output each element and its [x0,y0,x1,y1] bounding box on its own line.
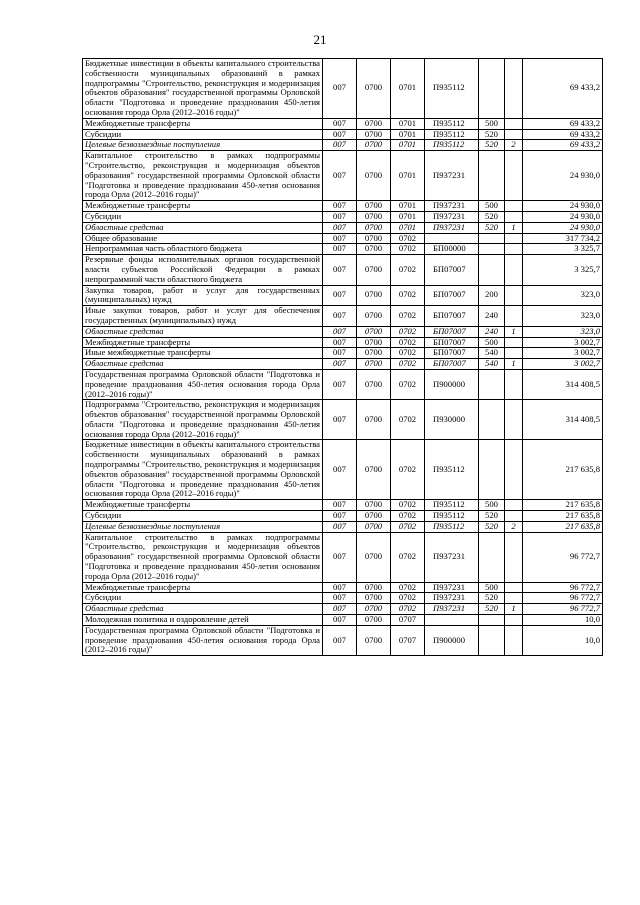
row-subsection-code: 0707 [391,615,425,626]
row-name: Непрограммная часть областного бюджета [83,244,323,255]
table-row [83,369,603,399]
row-admin-code: 007 [323,511,357,522]
table-row [83,59,603,119]
row-name: Иные межбюджетные трансферты [83,348,323,359]
row-section-code: 0700 [357,151,391,201]
row-sum: 10,0 [523,615,603,626]
row-expense-type [479,233,505,244]
row-funding-source [505,400,523,440]
page-number: 21 [313,32,327,47]
row-section-code: 0700 [357,500,391,511]
row-funding-source: 1 [505,359,523,370]
row-expense-type [479,151,505,201]
row-name: Государственная программа Орловской области "Подготовка и проведение празднования 450-летия основания города Орла (2012–2016 годы)" [83,625,323,655]
row-section-code: 0700 [357,532,391,582]
row-subsection-code: 0702 [391,593,425,604]
row-section-code: 0700 [357,625,391,655]
row-subsection-code: 0702 [391,521,425,532]
row-section-code: 0700 [357,400,391,440]
row-expense-type [479,532,505,582]
row-admin-code: 007 [323,440,357,500]
table-row [83,285,603,306]
row-admin-code: 007 [323,211,357,222]
row-name: Областные средства [83,604,323,615]
row-target-code: П935112 [425,440,479,500]
row-sum: 317 734,2 [523,233,603,244]
row-target-code: П935112 [425,500,479,511]
row-expense-type: 200 [479,285,505,306]
row-name: Межбюджетные трансферты [83,201,323,212]
row-expense-type [479,59,505,119]
row-target-code: П930000 [425,400,479,440]
row-sum: 96 772,7 [523,532,603,582]
row-expense-type: 520 [479,222,505,233]
row-section-code: 0700 [357,201,391,212]
row-name: Областные средства [83,326,323,337]
row-funding-source [505,511,523,522]
row-section-code: 0700 [357,593,391,604]
row-subsection-code: 0702 [391,511,425,522]
row-section-code: 0700 [357,118,391,129]
row-sum: 10,0 [523,625,603,655]
row-name: Резервные фонды исполнительных органов государственной власти субъектов Российской Федерации в рамках непрограммной части областного бюджета [83,255,323,285]
row-funding-source: 1 [505,604,523,615]
table-row [83,222,603,233]
row-sum: 3 002,7 [523,348,603,359]
row-sum: 24 930,0 [523,201,603,212]
table-row [83,201,603,212]
row-section-code: 0700 [357,326,391,337]
row-expense-type: 540 [479,348,505,359]
row-subsection-code: 0702 [391,440,425,500]
row-admin-code: 007 [323,625,357,655]
row-funding-source [505,255,523,285]
row-target-code: П900000 [425,625,479,655]
row-subsection-code: 0702 [391,337,425,348]
row-sum: 24 930,0 [523,211,603,222]
row-subsection-code: 0701 [391,151,425,201]
row-admin-code: 007 [323,521,357,532]
row-target-code: П937231 [425,201,479,212]
row-funding-source: 1 [505,222,523,233]
row-section-code: 0700 [357,285,391,306]
row-funding-source [505,348,523,359]
table-row [83,129,603,140]
table-row [83,500,603,511]
row-expense-type: 520 [479,140,505,151]
table-row [83,532,603,582]
row-target-code: БП07007 [425,348,479,359]
row-section-code: 0700 [357,59,391,119]
row-target-code: БП07007 [425,326,479,337]
row-name: Областные средства [83,222,323,233]
row-admin-code: 007 [323,233,357,244]
row-subsection-code: 0702 [391,369,425,399]
row-expense-type: 500 [479,337,505,348]
budget-table-body [83,59,603,656]
row-admin-code: 007 [323,129,357,140]
row-name: Капитальное строительство в рамках подпрограммы "Строительство, реконструкция и модернизация объектов образования" государственной программы Орловской области "Подготовка и проведение празднования 450-летия основания города Орла (2012–2016 годы)" [83,151,323,201]
row-expense-type: 520 [479,604,505,615]
row-funding-source [505,306,523,327]
row-admin-code: 007 [323,285,357,306]
row-admin-code: 007 [323,337,357,348]
row-name: Государственная программа Орловской области "Подготовка и проведение празднования 450-летия основания города Орла (2012–2016 годы)" [83,369,323,399]
row-subsection-code: 0701 [391,201,425,212]
row-name: Межбюджетные трансферты [83,500,323,511]
row-section-code: 0700 [357,369,391,399]
row-sum: 3 002,7 [523,359,603,370]
row-section-code: 0700 [357,604,391,615]
row-funding-source [505,129,523,140]
row-funding-source [505,582,523,593]
row-target-code: БП07007 [425,306,479,327]
row-funding-source [505,233,523,244]
row-admin-code: 007 [323,151,357,201]
row-section-code: 0700 [357,521,391,532]
row-name: Закупка товаров, работ и услуг для государственных (муниципальных) нужд [83,285,323,306]
row-sum: 323,0 [523,285,603,306]
row-name: Общее образование [83,233,323,244]
row-target-code: П937231 [425,604,479,615]
row-subsection-code: 0701 [391,118,425,129]
row-sum: 24 930,0 [523,151,603,201]
table-row [83,400,603,440]
table-row [83,615,603,626]
row-sum: 3 325,7 [523,255,603,285]
row-name: Целевые безвозмездные поступления [83,521,323,532]
row-sum: 323,0 [523,306,603,327]
row-sum: 314 408,5 [523,400,603,440]
row-subsection-code: 0707 [391,625,425,655]
row-expense-type: 520 [479,129,505,140]
row-name: Целевые безвозмездные поступления [83,140,323,151]
row-section-code: 0700 [357,615,391,626]
row-sum: 217 635,8 [523,500,603,511]
row-subsection-code: 0701 [391,222,425,233]
row-sum: 69 433,2 [523,129,603,140]
row-admin-code: 007 [323,118,357,129]
row-expense-type: 500 [479,500,505,511]
row-expense-type: 540 [479,359,505,370]
table-row [83,151,603,201]
row-expense-type: 500 [479,582,505,593]
row-name: Межбюджетные трансферты [83,582,323,593]
row-target-code: П937231 [425,593,479,604]
row-expense-type [479,625,505,655]
row-subsection-code: 0702 [391,582,425,593]
row-expense-type: 520 [479,521,505,532]
row-sum: 69 433,2 [523,59,603,119]
row-funding-source [505,500,523,511]
row-sum: 323,0 [523,326,603,337]
row-name: Межбюджетные трансферты [83,337,323,348]
row-admin-code: 007 [323,326,357,337]
row-funding-source [505,593,523,604]
table-row [83,233,603,244]
row-target-code [425,615,479,626]
row-subsection-code: 0701 [391,59,425,119]
row-target-code: П935112 [425,129,479,140]
table-row [83,255,603,285]
row-admin-code: 007 [323,369,357,399]
row-funding-source [505,285,523,306]
row-admin-code: 007 [323,359,357,370]
row-sum: 24 930,0 [523,222,603,233]
row-expense-type [479,440,505,500]
row-name: Субсидии [83,511,323,522]
row-section-code: 0700 [357,140,391,151]
row-funding-source [505,369,523,399]
table-row [83,625,603,655]
row-funding-source [505,615,523,626]
table-row [83,582,603,593]
row-funding-source [505,532,523,582]
row-sum: 96 772,7 [523,593,603,604]
row-admin-code: 007 [323,532,357,582]
row-target-code: П937231 [425,532,479,582]
row-sum: 314 408,5 [523,369,603,399]
row-expense-type: 500 [479,201,505,212]
row-subsection-code: 0701 [391,211,425,222]
table-row [83,359,603,370]
row-target-code: П937231 [425,582,479,593]
row-section-code: 0700 [357,129,391,140]
row-sum: 69 433,2 [523,140,603,151]
row-target-code: БП07007 [425,285,479,306]
row-name: Бюджетные инвестиции в объекты капитального строительства собственности муниципальных образований в рамках подпрограммы "Строительство, реконструкция и модернизация объектов образования" государственной программы Орловской области "Подготовка и проведение празднования 450-летия основания города Орла (2012–2016 годы)" [83,440,323,500]
row-expense-type [479,400,505,440]
row-name: Областные средства [83,359,323,370]
row-sum: 217 635,8 [523,440,603,500]
row-funding-source [505,337,523,348]
row-section-code: 0700 [357,337,391,348]
row-sum: 3 002,7 [523,337,603,348]
row-section-code: 0700 [357,440,391,500]
row-funding-source [505,201,523,212]
row-name: Субсидии [83,211,323,222]
row-section-code: 0700 [357,222,391,233]
row-target-code: П935112 [425,140,479,151]
row-subsection-code: 0702 [391,255,425,285]
row-name: Капитальное строительство в рамках подпрограммы "Строительство, реконструкция и модернизация объектов образования" государственной программы Орловской области "Подготовка и проведение празднования 450-летия основания города Орла (2012–2016 годы)" [83,532,323,582]
row-section-code: 0700 [357,211,391,222]
row-funding-source: 1 [505,326,523,337]
row-expense-type: 520 [479,211,505,222]
row-expense-type: 240 [479,326,505,337]
row-subsection-code: 0702 [391,359,425,370]
row-name: Подпрограмма "Строительство, реконструкция и модернизация объектов образования" государственной программы Орловской области "Подготовка и проведение празднования 450-летия основания города Орла (2012–2016 годы)" [83,400,323,440]
table-row [83,511,603,522]
table-row [83,604,603,615]
row-admin-code: 007 [323,400,357,440]
row-section-code: 0700 [357,306,391,327]
row-admin-code: 007 [323,306,357,327]
row-section-code: 0700 [357,511,391,522]
row-name: Субсидии [83,593,323,604]
table-row [83,211,603,222]
row-target-code: БП07007 [425,255,479,285]
row-admin-code: 007 [323,604,357,615]
row-name: Иные закупки товаров, работ и услуг для обеспечения государственных (муниципальных) нужд [83,306,323,327]
row-admin-code: 007 [323,500,357,511]
row-sum: 217 635,8 [523,521,603,532]
row-expense-type: 520 [479,511,505,522]
row-funding-source [505,151,523,201]
row-target-code [425,233,479,244]
row-subsection-code: 0702 [391,306,425,327]
row-subsection-code: 0702 [391,326,425,337]
row-admin-code: 007 [323,348,357,359]
table-row [83,244,603,255]
row-section-code: 0700 [357,255,391,285]
row-sum: 96 772,7 [523,604,603,615]
row-admin-code: 007 [323,59,357,119]
row-name: Молодежная политика и оздоровление детей [83,615,323,626]
row-name: Бюджетные инвестиции в объекты капитального строительства собственности муниципальных образований в рамках подпрограммы "Строительство, реконструкция и модернизация объектов образования" государственной программы Орловской области "Подготовка и проведение празднования 450-летия основания города Орла (2012–2016 годы)" [83,59,323,119]
row-sum: 3 325,7 [523,244,603,255]
row-target-code: П935112 [425,521,479,532]
row-target-code: П937231 [425,222,479,233]
row-subsection-code: 0701 [391,129,425,140]
row-target-code: П935112 [425,118,479,129]
row-admin-code: 007 [323,140,357,151]
table-row [83,118,603,129]
row-admin-code: 007 [323,593,357,604]
row-name: Межбюджетные трансферты [83,118,323,129]
row-target-code: П935112 [425,511,479,522]
row-section-code: 0700 [357,348,391,359]
row-sum: 96 772,7 [523,582,603,593]
row-section-code: 0700 [357,582,391,593]
table-row [83,337,603,348]
row-section-code: 0700 [357,359,391,370]
row-sum: 217 635,8 [523,511,603,522]
row-funding-source [505,211,523,222]
row-expense-type: 500 [479,118,505,129]
row-section-code: 0700 [357,233,391,244]
table-row [83,440,603,500]
row-expense-type [479,615,505,626]
row-subsection-code: 0702 [391,233,425,244]
row-subsection-code: 0701 [391,140,425,151]
row-target-code: БП07007 [425,359,479,370]
table-row [83,593,603,604]
row-expense-type [479,369,505,399]
row-expense-type: 240 [479,306,505,327]
row-subsection-code: 0702 [391,500,425,511]
row-subsection-code: 0702 [391,604,425,615]
row-subsection-code: 0702 [391,244,425,255]
row-target-code: БП00000 [425,244,479,255]
row-funding-source [505,118,523,129]
row-target-code: П937231 [425,211,479,222]
row-target-code: БП07007 [425,337,479,348]
row-expense-type: 520 [479,593,505,604]
table-row [83,140,603,151]
row-target-code: П900000 [425,369,479,399]
row-admin-code: 007 [323,615,357,626]
row-section-code: 0700 [357,244,391,255]
row-funding-source: 2 [505,521,523,532]
row-name: Субсидии [83,129,323,140]
table-row [83,521,603,532]
row-expense-type [479,255,505,285]
table-row [83,326,603,337]
row-admin-code: 007 [323,244,357,255]
row-funding-source [505,440,523,500]
row-funding-source [505,625,523,655]
row-subsection-code: 0702 [391,400,425,440]
row-admin-code: 007 [323,255,357,285]
row-target-code: П935112 [425,59,479,119]
table-row [83,348,603,359]
row-admin-code: 007 [323,222,357,233]
row-subsection-code: 0702 [391,348,425,359]
row-admin-code: 007 [323,201,357,212]
row-target-code: П937231 [425,151,479,201]
row-subsection-code: 0702 [391,285,425,306]
table-row [83,306,603,327]
row-funding-source [505,59,523,119]
row-expense-type [479,244,505,255]
row-admin-code: 007 [323,582,357,593]
row-subsection-code: 0702 [391,532,425,582]
row-funding-source: 2 [505,140,523,151]
row-funding-source [505,244,523,255]
budget-table [82,58,603,656]
row-sum: 69 433,2 [523,118,603,129]
